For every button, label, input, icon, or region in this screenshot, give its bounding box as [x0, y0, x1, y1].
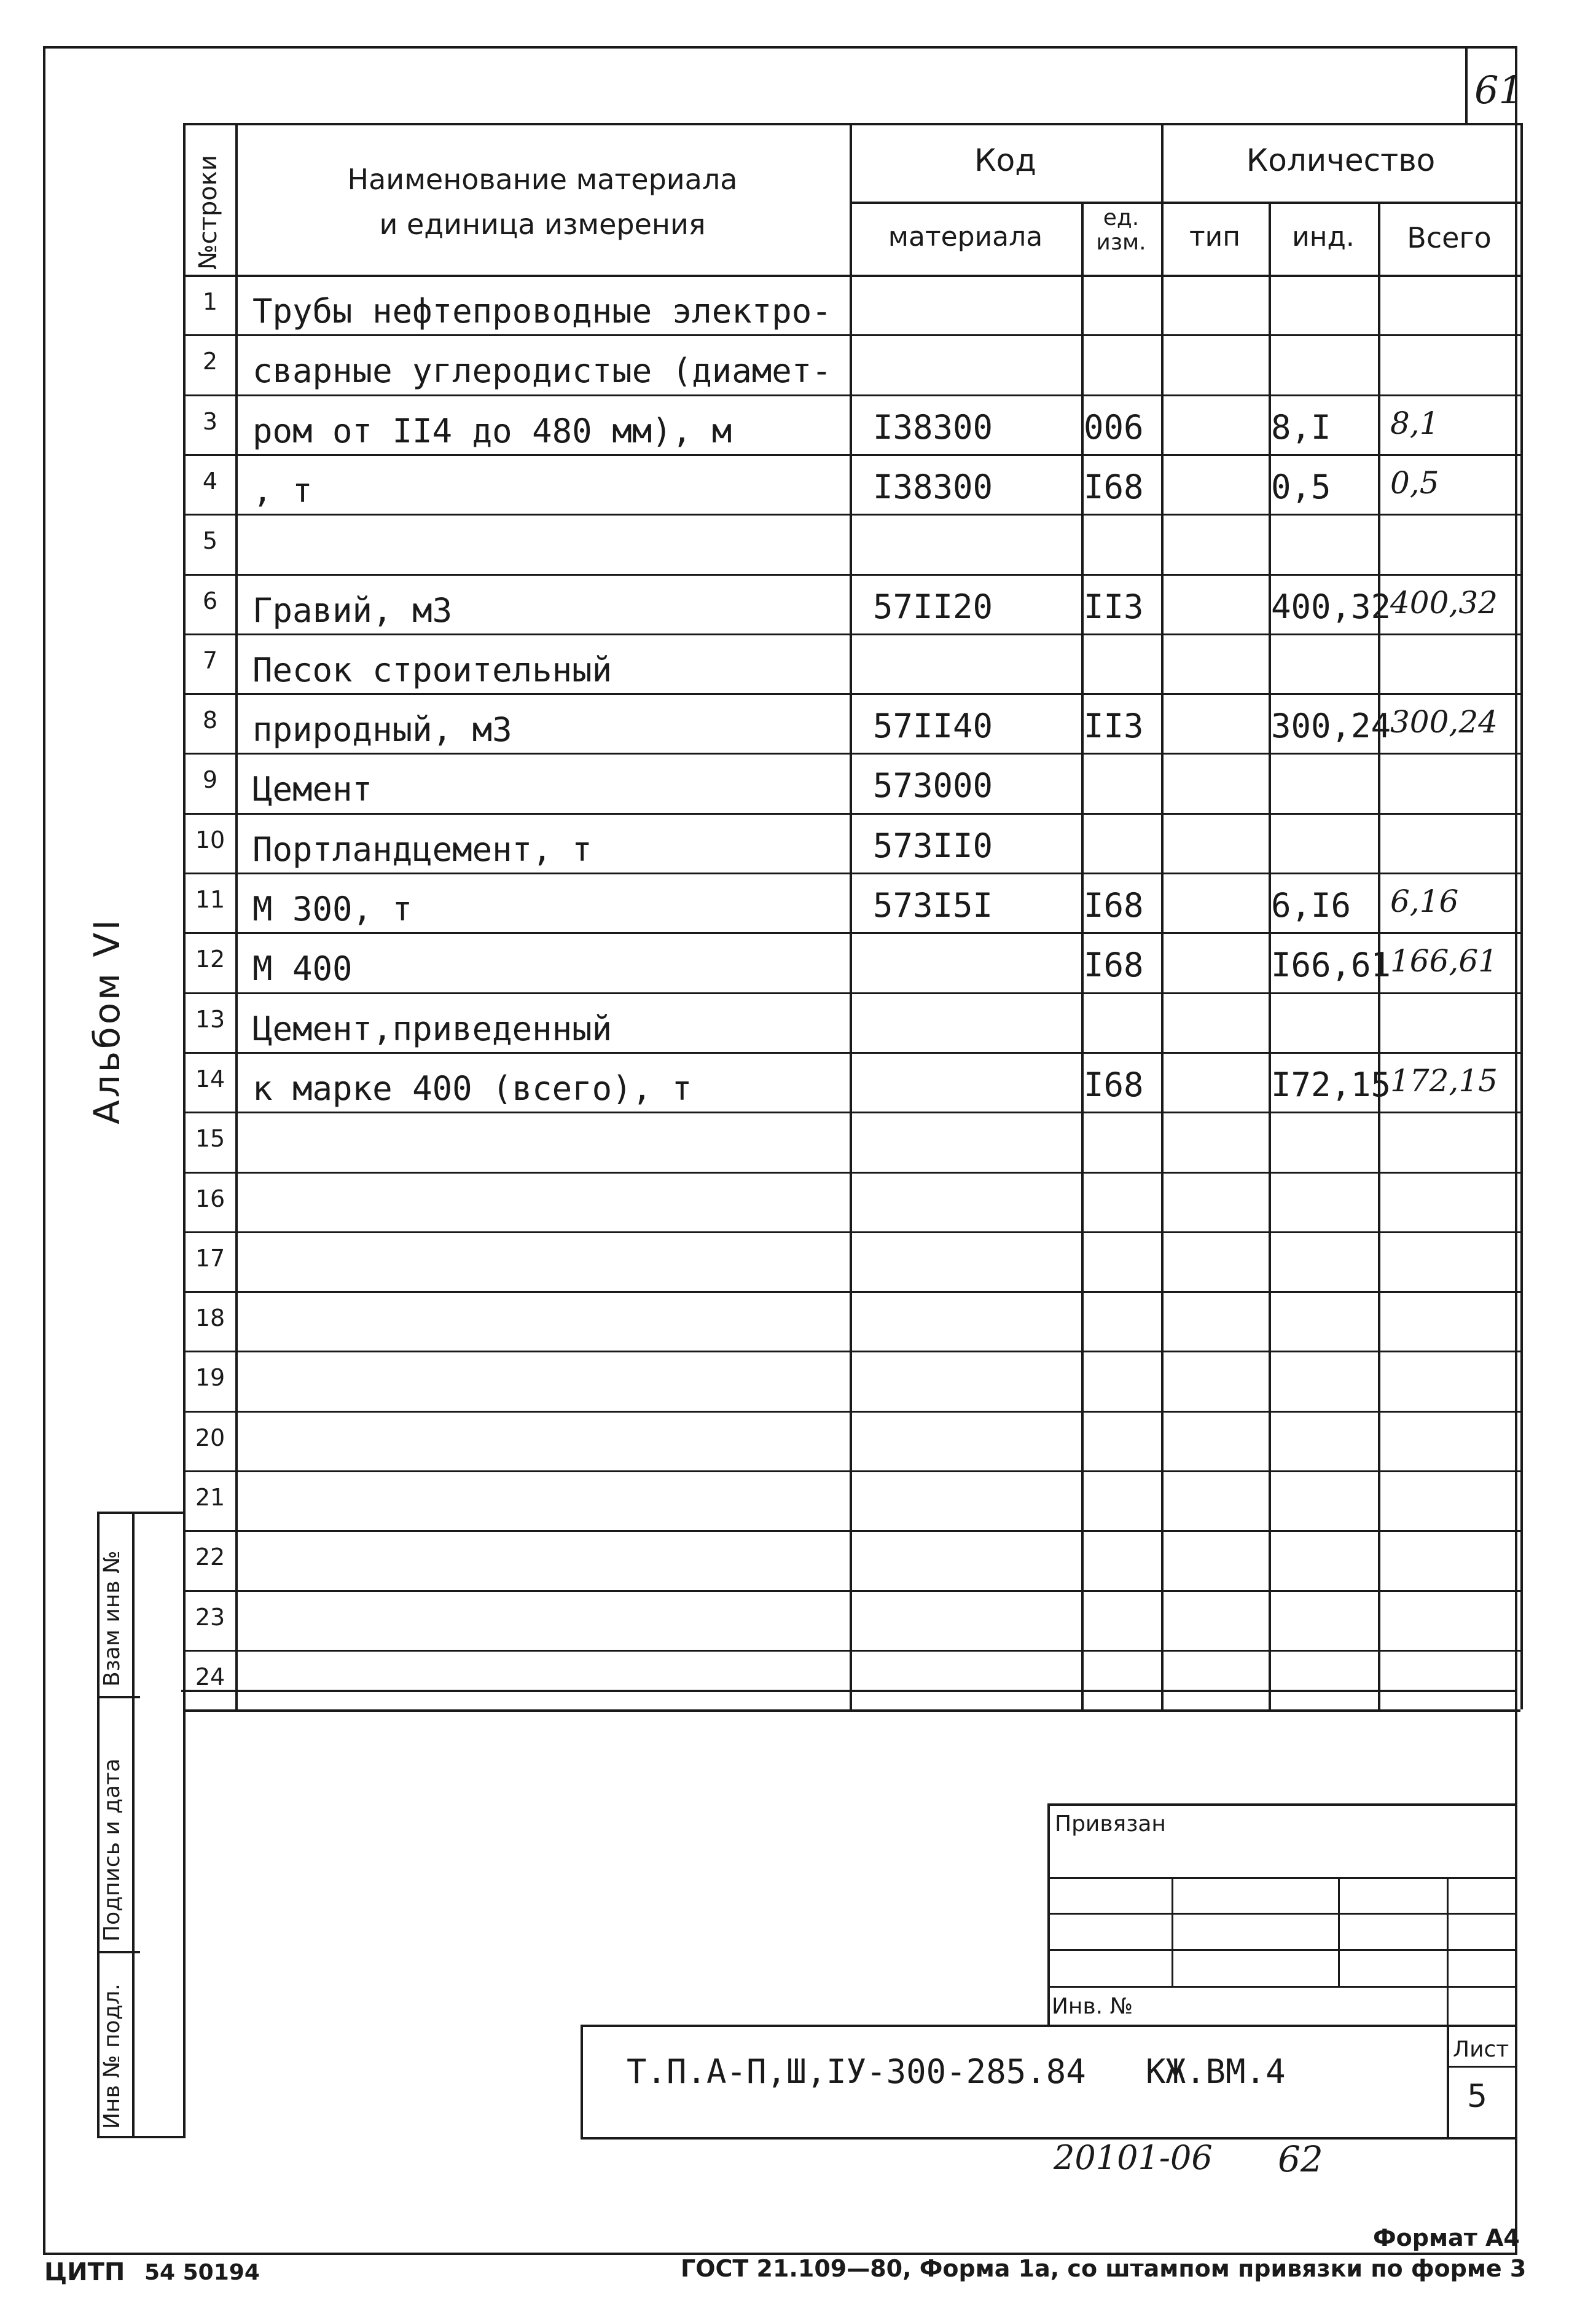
row-number: 16	[195, 1185, 225, 1212]
table-bottom-border	[183, 1709, 1520, 1712]
row-ind: 6,I6	[1271, 886, 1352, 925]
header-mid-line	[850, 202, 1520, 204]
row-name: сварные углеродистые (диамет-	[252, 351, 832, 391]
row-line	[183, 633, 1520, 635]
row-total: 300,24	[1390, 704, 1498, 740]
format-label: Формат А4	[1373, 2224, 1520, 2251]
row-number: 21	[195, 1484, 225, 1511]
row-unit: II3	[1084, 707, 1144, 746]
privyazan-col1	[1172, 1877, 1173, 1988]
row-number: 15	[195, 1125, 225, 1153]
list-label: Лист	[1453, 2037, 1509, 2062]
row-name: М 400	[252, 949, 353, 989]
row-total: 8,1	[1390, 405, 1439, 441]
row-line	[183, 1470, 1520, 1472]
row-total: 6,16	[1390, 884, 1459, 919]
row-line	[183, 454, 1520, 456]
row-name: Трубы нефтепроводные электро-	[252, 292, 832, 331]
row-code: I38300	[873, 467, 993, 506]
org-label: ЦИТП	[44, 2258, 125, 2286]
privyazan-col2	[1338, 1877, 1340, 1988]
row-line	[183, 1172, 1520, 1174]
side-stamp-sep2	[97, 1951, 140, 1953]
inv-no-label: Инв. №	[1052, 1994, 1133, 2019]
header-name-line1: Наименование материала	[347, 163, 738, 196]
side-vzam-label: Взам инв №	[100, 1550, 125, 1687]
row-line	[183, 1291, 1520, 1293]
document-mark: КЖ.ВМ.4	[1146, 2052, 1286, 2091]
row-line	[183, 1530, 1520, 1532]
row-number: 22	[195, 1543, 225, 1571]
row-number: 18	[195, 1304, 225, 1332]
header-bottom-line	[183, 275, 1520, 277]
title-block-left	[581, 2025, 583, 2138]
row-number: 1	[202, 288, 218, 315]
row-line	[183, 1351, 1520, 1352]
row-unit: I68	[1084, 946, 1144, 985]
row-number: 23	[195, 1603, 225, 1631]
row-number: 10	[195, 826, 225, 853]
title-block-top	[581, 2025, 1517, 2027]
side-podpis-label: Подпись и дата	[100, 1758, 125, 1942]
row-line	[183, 574, 1520, 576]
row-name: Цемент	[252, 770, 373, 809]
side-inv-podl-label: Инв № подл.	[100, 1983, 125, 2129]
row-number: 4	[202, 467, 218, 495]
row-number: 12	[195, 946, 225, 973]
row-name: , т	[252, 471, 313, 510]
row-line	[183, 334, 1520, 336]
privyazan-label: Привязан	[1055, 1811, 1166, 1837]
list-box-sep	[1447, 2066, 1517, 2068]
row-unit: 006	[1084, 407, 1144, 447]
row-name: Песок строительный	[252, 650, 612, 689]
header-name-line2: и единица измерения	[379, 208, 706, 241]
row-ind: I66,61	[1271, 946, 1391, 985]
row-code: 573II0	[873, 826, 993, 865]
row-line	[183, 1590, 1520, 1592]
row-number: 5	[202, 527, 218, 555]
row-line	[183, 1411, 1520, 1413]
row-code: 573I5I	[873, 886, 993, 925]
header-quantity: Количество	[1246, 143, 1436, 178]
row-line	[183, 873, 1520, 874]
row-number: 3	[202, 407, 218, 435]
row-number: 7	[202, 646, 218, 674]
row-total: 400,32	[1390, 584, 1498, 621]
row-line	[183, 1650, 1520, 1652]
row-name: Гравий, м3	[252, 590, 453, 630]
list-box-left	[1447, 2025, 1449, 2138]
privyazan-col3	[1447, 1877, 1449, 2025]
row-name: Цемент,приведенный	[252, 1009, 612, 1048]
row-unit: II3	[1084, 587, 1144, 626]
row-ind: 8,I	[1271, 407, 1331, 447]
row-number: 17	[195, 1244, 225, 1272]
row-total: 172,15	[1390, 1062, 1498, 1099]
archive-page: 62	[1278, 2138, 1323, 2180]
row-code: 573000	[873, 766, 993, 806]
list-value: 5	[1467, 2078, 1488, 2115]
header-code-unit: ед. изм.	[1096, 205, 1146, 255]
side-stamp-sep1	[97, 1696, 140, 1698]
row-ind: 0,5	[1271, 467, 1331, 506]
corner-box-left	[1465, 46, 1468, 125]
row-name: ром от II4 до 480 мм), м	[252, 411, 732, 450]
row-line	[183, 932, 1520, 934]
album-label: Альбом VI	[86, 917, 128, 1124]
row-name: М 300, т	[252, 890, 413, 928]
row-number: 11	[195, 886, 225, 913]
row-ind: I72,15	[1271, 1065, 1391, 1104]
title-block-bottom	[581, 2137, 1517, 2140]
header-qty-total: Всего	[1407, 221, 1492, 254]
row-line	[183, 1231, 1520, 1233]
row-code: 57II40	[873, 707, 993, 746]
row-line	[183, 992, 1520, 994]
row-total: 0,5	[1390, 465, 1439, 501]
header-row-no: №строки	[194, 155, 222, 270]
row-number: 13	[195, 1005, 225, 1033]
table-right-border	[1520, 123, 1523, 1709]
row-line	[183, 753, 1520, 755]
row-number: 8	[202, 707, 218, 734]
row-total: 166,61	[1390, 943, 1498, 979]
gost-label: ГОСТ 21.109—80, Форма 1а, со штампом привязки по форме 3	[681, 2255, 1527, 2282]
header-qty-type: тип	[1189, 221, 1240, 253]
row-code: I38300	[873, 407, 993, 447]
row-number: 14	[195, 1065, 225, 1092]
row-line	[183, 1052, 1520, 1054]
row-line	[183, 394, 1520, 396]
row-number: 19	[195, 1364, 225, 1392]
row-line	[183, 693, 1520, 695]
row-unit: I68	[1084, 467, 1144, 506]
row-number: 9	[202, 766, 218, 794]
row-name: к марке 400 (всего), т	[252, 1069, 692, 1108]
row-unit: I68	[1084, 886, 1144, 925]
row-name: Портландцемент, т	[252, 830, 592, 869]
row-number: 20	[195, 1424, 225, 1451]
side-stamp-divider	[132, 1512, 135, 2138]
row-name: природный, м3	[252, 710, 512, 750]
header-code-material: материала	[888, 221, 1043, 253]
stamp-top	[181, 1690, 1517, 1692]
row-line	[183, 514, 1520, 516]
corner-sheet-number: 61	[1474, 68, 1523, 112]
document-designation: Т.П.А-П,Ш,IУ-300-285.84	[627, 2052, 1086, 2091]
header-code: Код	[974, 143, 1036, 178]
row-number: 2	[202, 348, 218, 375]
row-code: 57II20	[873, 587, 993, 626]
row-line	[183, 813, 1520, 815]
row-ind: 300,24	[1271, 707, 1391, 746]
row-line	[183, 1112, 1520, 1113]
row-number: 24	[195, 1663, 225, 1690]
privyazan-top	[1047, 1803, 1517, 1806]
archive-number: 20101-06	[1054, 2138, 1213, 2177]
row-ind: 400,32	[1271, 587, 1391, 626]
header-qty-ind: инд.	[1292, 221, 1355, 253]
row-number: 6	[202, 587, 218, 614]
row-unit: I68	[1084, 1065, 1144, 1104]
org-code: 54 50194	[144, 2260, 260, 2285]
